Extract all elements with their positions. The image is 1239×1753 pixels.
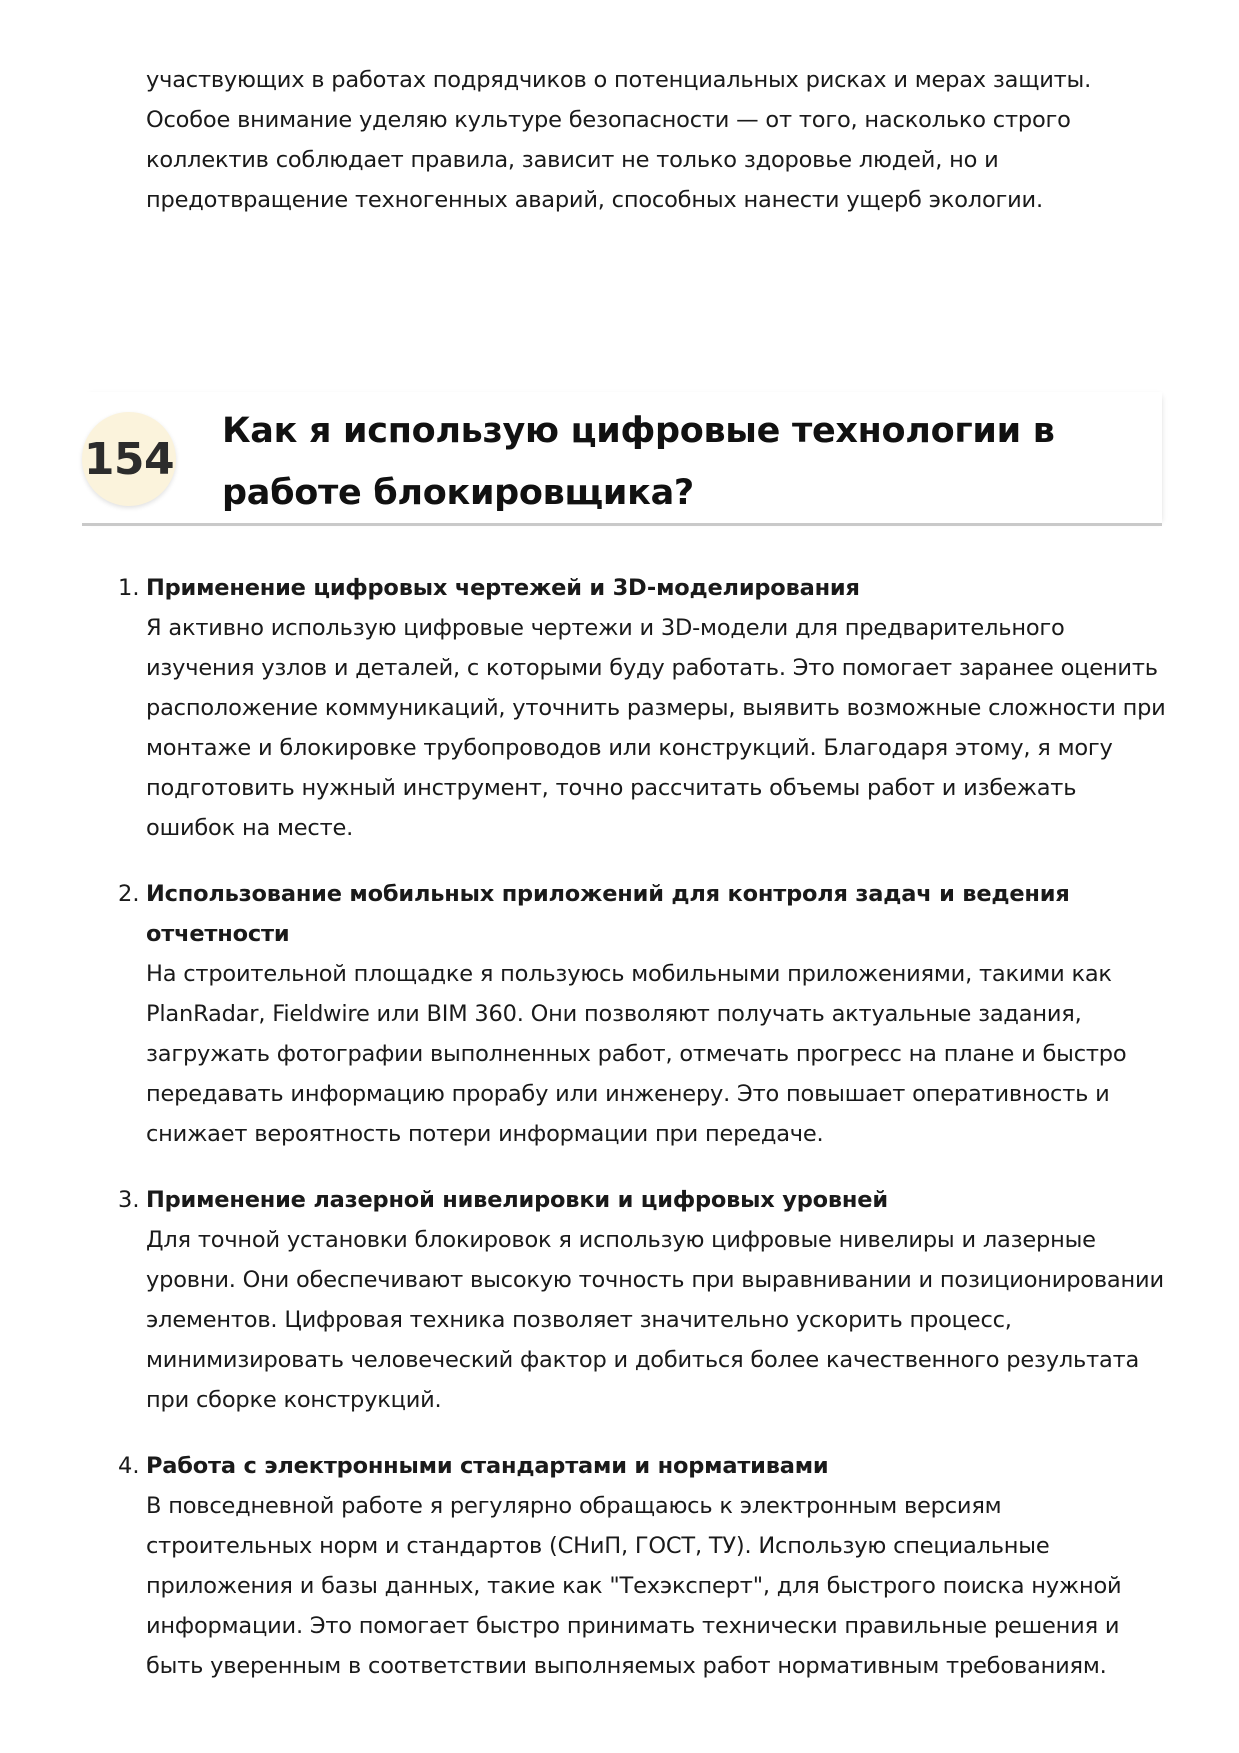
list-item-number: 3. xyxy=(118,1187,140,1213)
list-item-number: 1. xyxy=(118,575,140,601)
list-item xyxy=(118,1446,1166,1686)
list-item-heading: Применение цифровых чертежей и 3D-моделирования xyxy=(146,575,860,601)
section-title: Как я использую цифровые технологии в работе блокировщика? xyxy=(222,411,1055,513)
question-number-badge xyxy=(82,412,176,506)
list-item-heading: Применение лазерной нивелировки и цифровых уровней xyxy=(146,1187,888,1213)
list-item xyxy=(118,568,1166,848)
list-item-number: 2. xyxy=(118,881,140,907)
list-item-body: На строительной площадке я пользуюсь мобильными приложениями, такими как PlanRadar, Fieldwire или BIM 360. Они позволяют получать актуальные задания, загружать фотографии выполненных работ, отмечать прогресс на плане и быстро передавать информацию прорабу или инженеру. Это повышает оперативность и снижает вероятность потери информации при передаче. xyxy=(146,961,1127,1147)
answer-list xyxy=(118,568,1166,1712)
intro-paragraph: участвующих в работах подрядчиков о потенциальных рисках и мерах защиты. Особое внимание уделяю культуре безопасности — от того, насколько строго коллектив соблюдает правила, зависит не только здоровье людей, но и предотвращение техногенных аварий, способных нанести ущерб экологии. xyxy=(146,67,1092,213)
list-item-heading: Работа с электронными стандартами и нормативами xyxy=(146,1453,829,1479)
list-item-body: Для точной установки блокировок я использую цифровые нивелиры и лазерные уровни. Они обеспечивают высокую точность при выравнивании и позиционировании элементов. Цифровая техника позволяет значительно ускорить процесс, минимизировать человеческий фактор и добиться более качественного результата при сборке конструкций. xyxy=(146,1227,1164,1413)
list-item-body: В повседневной работе я регулярно обращаюсь к электронным версиям строительных норм и стандартов (СНиП, ГОСТ, ТУ). Использую специальные приложения и базы данных, такие как "Техэксперт", для быстрого поиска нужной информации. Это помогает быстро принимать технически правильные решения и быть уверенным в соответствии выполняемых работ нормативным требованиям. xyxy=(146,1493,1122,1679)
list-item xyxy=(118,1180,1166,1420)
list-item-body: Я активно использую цифровые чертежи и 3D-модели для предварительного изучения узлов и деталей, с которыми буду работать. Это помогает заранее оценить расположение коммуникаций, уточнить размеры, выявить возможные сложности при монтаже и блокировке трубопроводов или конструкций. Благодаря этому, я могу подготовить нужный инструмент, точно рассчитать объемы работ и избежать ошибок на месте. xyxy=(146,615,1166,841)
list-item xyxy=(118,874,1166,1154)
list-item-heading: Использование мобильных приложений для контроля задач и ведения отчетности xyxy=(146,881,1070,947)
list-item-number: 4. xyxy=(118,1453,140,1479)
question-number: 154 xyxy=(83,433,175,485)
section-header xyxy=(82,392,1162,526)
